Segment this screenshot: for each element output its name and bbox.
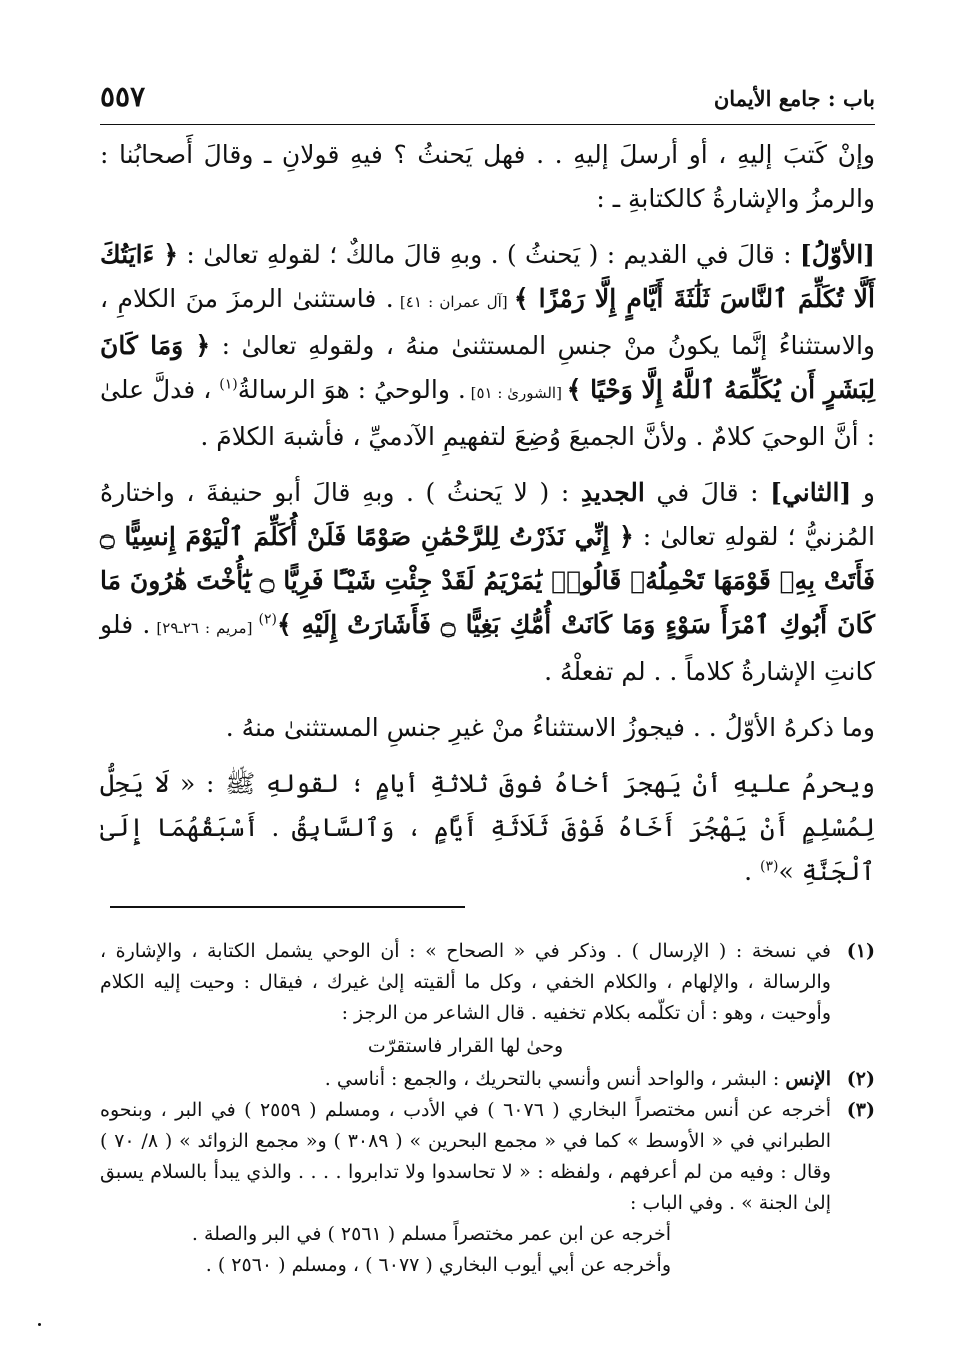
footnote-subentry: أخرجه عن ابن عمر مختصراً مسلم ( ٢٥٦١ ) في البر والصلة . — [191, 1223, 671, 1245]
paragraph-1: وإنْ كَتبَ إليهِ ، أو أرسلَ إليهِ . . فهل يَحنثُ ؟ فيهِ قولانِ ـ وقالَ أَصحابُنا : والرمزُ والإشارةُ كالكتابةِ ـ : — [100, 140, 875, 213]
text-span: ، فدلَّ علىٰ : أنَّ الوحيَ كلامٌ . ولأنَّ الجميعَ وُضِعَ لتفهيمِ الآدميِّ ، فأشبهَ الكلامَ . — [100, 375, 875, 451]
footnote-marker[interactable]: (١) — [219, 376, 238, 393]
keyword-new: الجديدِ — [580, 478, 645, 507]
paragraph-2 — [100, 233, 875, 459]
footnote-2 — [100, 1064, 875, 1095]
section-label-first: [الأوّلُ] — [799, 240, 875, 269]
poetry-verse: وحىٰ لها القرار فاستقرّت — [367, 1035, 564, 1057]
footnote-number: (١) — [846, 940, 875, 962]
footnote-number: (٢) — [846, 1068, 875, 1090]
footnote-number: (٣) — [846, 1099, 875, 1121]
footnote-marker[interactable]: (٢) — [258, 611, 277, 628]
verse-reference: [الشورىٰ : ٥١] — [465, 384, 567, 402]
book-page — [100, 80, 875, 1281]
footnote-3 — [100, 1095, 875, 1281]
quran-verse: ﴿ إِنِّي نَذَرْتُ لِلرَّحْمَٰنِ صَوْمًا فَلَنْ أُكَلِّمَ ٱلْيَوْمَ إِنسِيًّا ۝ فَأَتَتْ بِهِۦ قَوْمَهَا تَحْمِلُهُۥ قَالُوا۟ يَٰمَرْيَمُ لَقَدْ جِئْتِ شَيْـًٔا فَرِيًّا ۝ يَٰٓأُخْتَ هَٰرُونَ مَا كَانَ أَبُوكِ ٱمْرَأَ سَوْءٍ وَمَا كَانَتْ أُمُّكِ بَغِيًّا ۝ فَأَشَارَتْ إِلَيْهِ ﴾ — [100, 522, 876, 639]
text-span: . فاستثنىٰ الرمزَ منَ الكلامِ ، والاستثناءُ إنَّما يكونُ منْ جنسِ المستثنىٰ منهُ ، ولقولهِ تعالىٰ : — [100, 284, 875, 360]
footnote-text: : البشر ، والواحد أنس وأنسي بالتحريك ، والجمع : أناسي . — [324, 1068, 786, 1090]
text-span: : ( لا يَحنثُ ) . وبهِ قالَ أبو حنيفةَ ، واختارهُ المُزنيُّ ؛ لقولهِ تعالىٰ : — [100, 478, 875, 551]
quran-verse: ﴿ وَمَا كَانَ لِبَشَرٍ أَن يُكَلِّمَهُ ٱللَّهُ إِلَّا وَحْيًا ﴾ — [100, 331, 875, 404]
running-head: باب : جامع الأيمان — [713, 86, 875, 111]
footnote-text: في نسخة : ( الإرسال ) . وذكر في « الصحاح » : أن الوحي يشمل الكتابة ، والإشارة ، والرسالة ، والإلهام ، والكلام الخفي ، وكل ما ألقيته إلىٰ غيرك ، فيقال : وحيت إليه الكلام وأوحيت ، وهو : أن تكلّمه بكلام تخفيه . قال الشاعر من الرجز : — [100, 940, 831, 1024]
text-span: : قالَ في — [644, 478, 771, 507]
text-span: . فلو كانتِ الإشارةُ كلاماً . . لم تفعلْهُ . — [100, 610, 875, 686]
quran-verse: ﴿ ءَايَتُكَ أَلَّا تُكَلِّمَ ٱلنَّاسَ ثَلَٰثَةَ أَيَّامٍ إِلَّا رَمْزًا ﴾ — [100, 240, 875, 313]
section-label-second: [الثاني] — [770, 478, 852, 507]
text-span: . والوحيُ : هوَ الرسالةُ — [237, 375, 466, 404]
footnotes — [100, 936, 875, 1281]
footnote-subentry: وأخرجه عن أبي أيوب البخاري ( ٦٠٧٧ ) ، ومسلم ( ٢٥٦٠ ) . — [205, 1254, 671, 1276]
footnote-text: أخرجه عن أنس مختصراً البخاري ( ٦٠٧٦ ) في الأدب ، ومسلم ( ٢٥٥٩ ) في البر ، وبنحوه الطبراني في « الأوسط » كما في « مجمع البحرين » ( ٣٠٨٩ ) و« مجمع الزوائد » ( ٨/ ٧٠ ) وقال : وفيه من لم أعرفهم ، ولفظه : « لا تحاسدوا ولا تدابروا . . . . والذي يبدأ بالسلام يسبق إلىٰ الجنة » . وفي الباب : — [100, 1099, 832, 1214]
footnote-1 — [100, 936, 875, 1064]
scan-speck — [38, 1323, 41, 1326]
text-span: : قالَ في القديم : ( يَحنثُ ) . وبهِ قالَ مالكٌ ؛ لقولهِ تعالىٰ : — [178, 240, 800, 269]
paragraph-5 — [100, 762, 875, 894]
page-header — [100, 80, 875, 125]
verse-reference: [آل عمران : ٤١] — [393, 293, 514, 311]
text-span: ويحرمُ عليهِ أنْ يَهجرَ أخاهُ فوقَ ثلاثةِ أيامٍ ؛ لقولهِ ﷺ : « لَا يَحِلُّ لِمُسْلِمٍ أَنْ يَهْجُرَ أَخَاهُ فَوْقَ ثَلَاثَةِ أَيَّامٍ ، وَٱلسَّابِقُ . أَسْبَقُهُمَا إِلَىٰ ٱلْجَنَّةِ » — [100, 769, 875, 886]
text-span: و — [851, 478, 875, 507]
footnote-marker[interactable]: (٣) — [760, 858, 779, 875]
page-number: ٥٥٧ — [100, 80, 146, 113]
main-text — [100, 133, 875, 894]
paragraph-3 — [100, 471, 875, 694]
footnote-divider — [110, 906, 465, 908]
paragraph-4: وما ذكرهُ الأوّلُ . . فيجوزُ الاستثناءُ منْ غيرِ جنسِ المستثنىٰ منهُ . — [225, 713, 875, 742]
verse-reference: [مريم : ٢٦ـ٢٩] — [150, 619, 259, 637]
text-span: . — [744, 857, 761, 886]
footnote-term: الإنس — [785, 1068, 831, 1090]
